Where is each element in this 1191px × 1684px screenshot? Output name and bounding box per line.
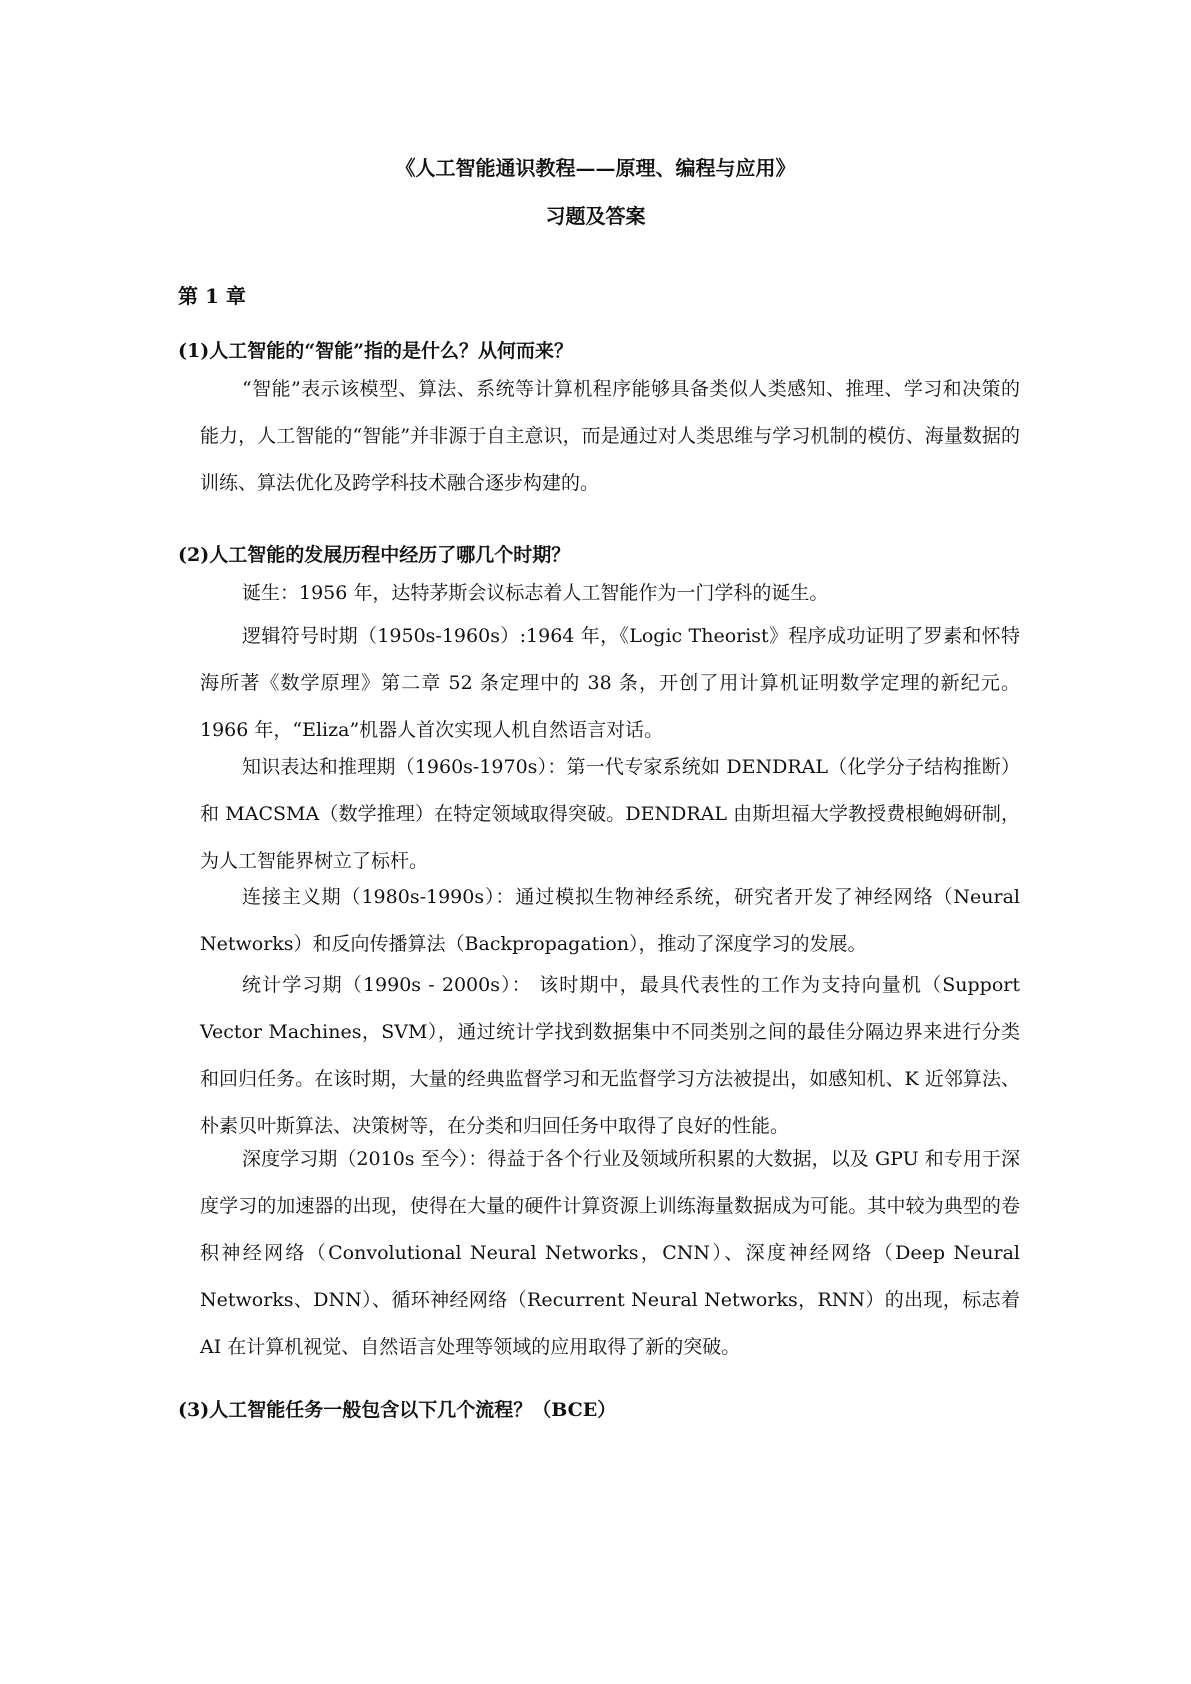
question-2-knowledge-paragraph: 知识表达和推理期（1960s-1970s）：第一代专家系统如 DENDRAL（化学分子结构推断）和 MACSMA（数学推理）在特定领域取得突破。DENDRAL 由斯坦福大学教授费根鲍姆研制，为人工智能界树立了标杆。: [200, 756, 1020, 872]
question-3-heading: (3)人工智能任务一般包含以下几个流程？（BCE）: [178, 1399, 617, 1421]
document-subtitle: 习题及答案: [545, 204, 646, 228]
question-2-birth-paragraph: 诞生：1956 年，达特茅斯会议标志着人工智能作为一门学科的诞生。: [242, 582, 829, 604]
document-title: 《人工智能通识教程——原理、编程与应用》: [395, 156, 796, 180]
question-2-heading: (2)人工智能的发展历程中经历了哪几个时期？: [178, 544, 571, 566]
question-2-symbolic-paragraph: 逻辑符号时期（1950s-1960s）:1964 年，《Logic Theorist》程序成功证明了罗素和怀特海所著《数学原理》第二章 52 条定理中的 38 条，开创了用计算机证明数学定理的新纪元。1966 年，“Eliza”机器人首次实现人机自然语言对话。: [200, 625, 1020, 741]
question-2-statistical-paragraph: 统计学习期（1990s - 2000s）： 该时期中，最具代表性的工作为支持向量机（Support Vector Machines，SVM），通过统计学找到数据集中不同类别之间的最佳分隔边界来进行分类和回归任务。在该时期，大量的经典监督学习和无监督学习方法被提出，如感知机、K 近邻算法、朴素贝叶斯算法、决策树等，在分类和归回任务中取得了良好的性能。: [200, 974, 1020, 1137]
question-1-heading: (1)人工智能的“智能”指的是什么？从何而来？: [178, 340, 574, 362]
question-2-connectionism-paragraph: 连接主义期（1980s-1990s）：通过模拟生物神经系统，研究者开发了神经网络（Neural Networks）和反向传播算法（Backpropagation），推动了深度学习的发展。: [200, 886, 1020, 955]
question-1-answer: “智能”表示该模型、算法、系统等计算机程序能够具备类似人类感知、推理、学习和决策的能力，人工智能的“智能”并非源于自主意识，而是通过对人类思维与学习机制的模仿、海量数据的训练、算法优化及跨学科技术融合逐步构建的。: [200, 378, 1020, 494]
question-2-deep-learning-paragraph: 深度学习期（2010s 至今）：得益于各个行业及领域所积累的大数据，以及 GPU 和专用于深度学习的加速器的出现，使得在大量的硬件计算资源上训练海量数据成为可能。其中较为典型的卷积神经网络（Convolutional Neural Networks，CNN）、深度神经网络（Deep Neural Networks、DNN）、循环神经网络（Recurrent Neural Networks，RNN）的出现，标志着 AI 在计算机视觉、自然语言处理等领域的应用取得了新的突破。: [200, 1148, 1020, 1358]
chapter-heading: 第 1 章: [178, 284, 246, 308]
